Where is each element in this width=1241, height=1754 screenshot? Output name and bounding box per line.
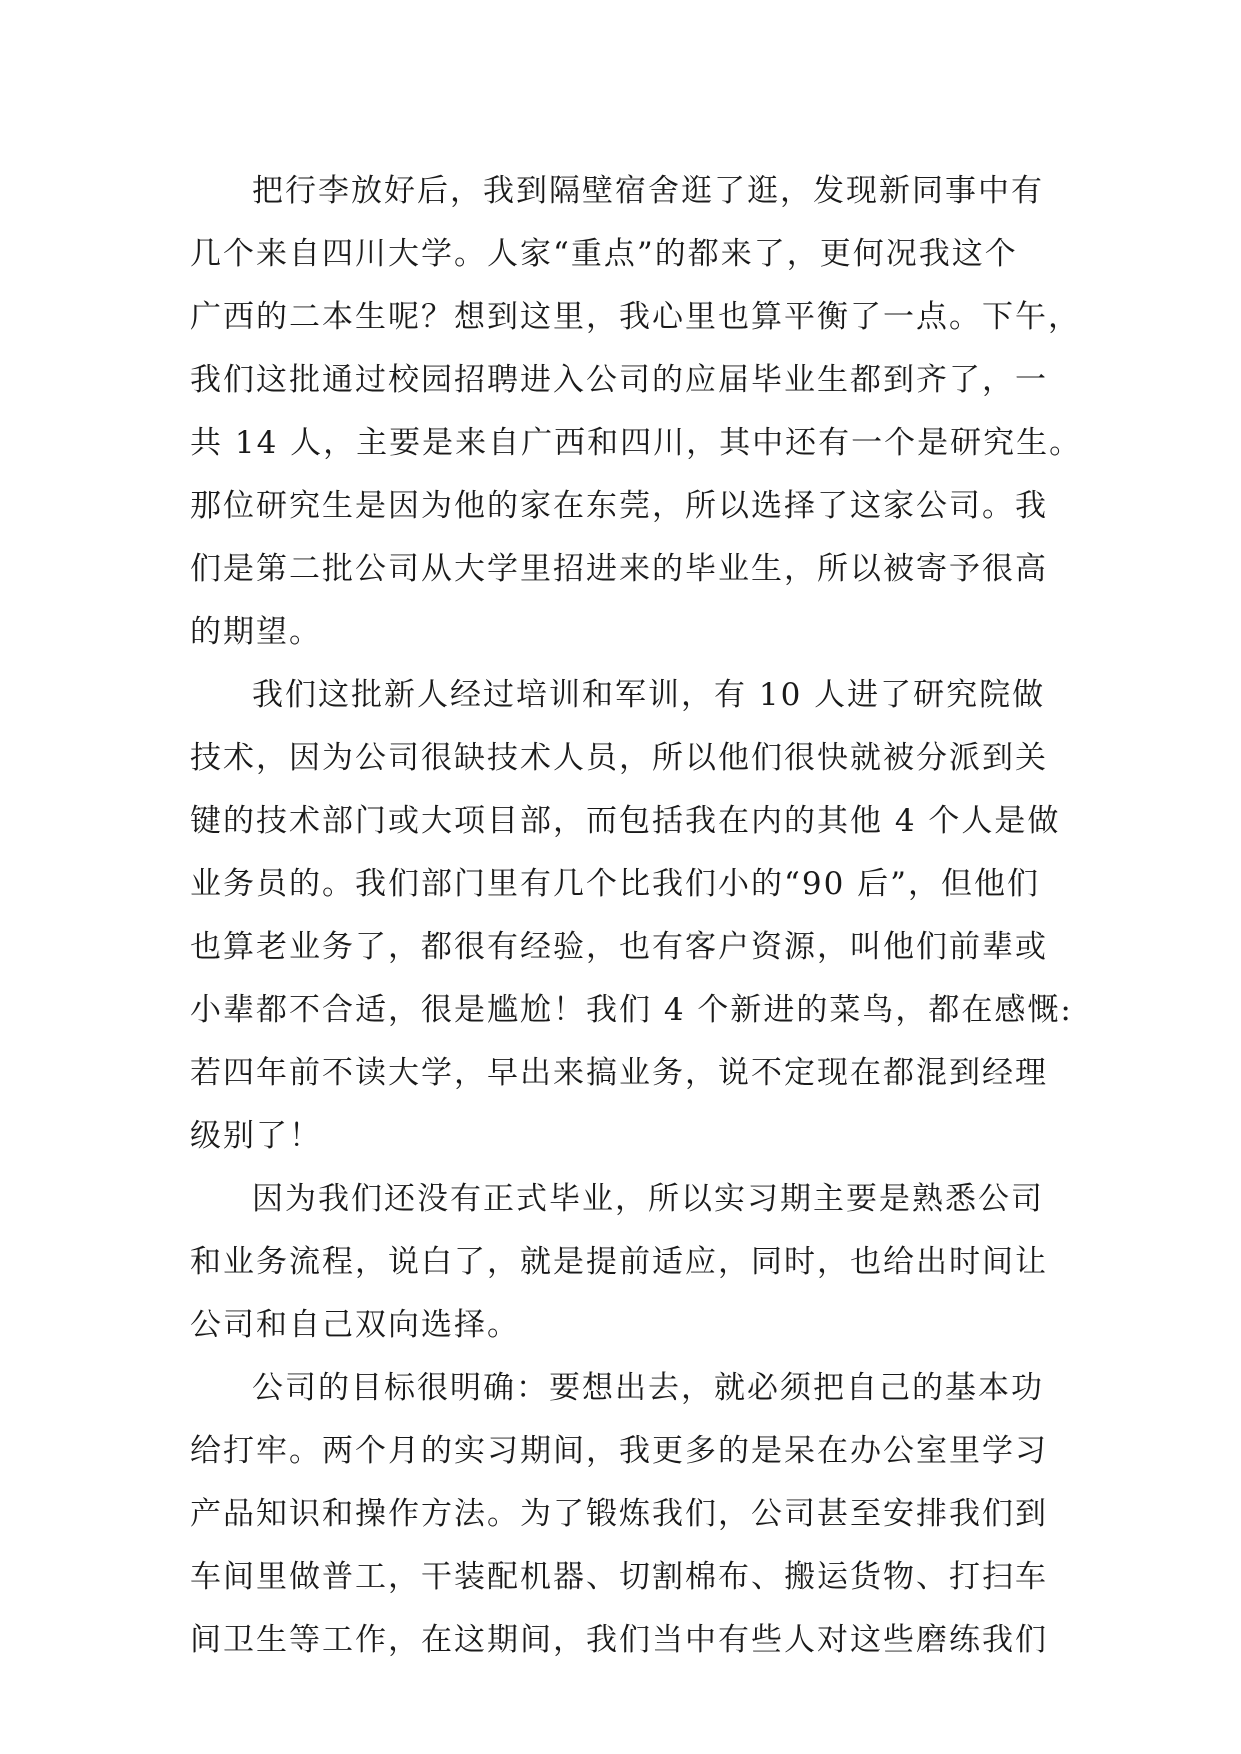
text-line: 键的技术部门或大项目部，而包括我在内的其他 4 个人是做 (190, 803, 1061, 839)
text-line: 公司的目标很明确：要想出去，就必须把自己的基本功 (252, 1370, 1044, 1406)
text-line: 产品知识和操作方法。为了锻炼我们，公司甚至安排我们到 (190, 1496, 1048, 1532)
text-line: 我们这批新人经过培训和军训，有 10 人进了研究院做 (252, 677, 1046, 713)
text-line: 因为我们还没有正式毕业，所以实习期主要是熟悉公司 (252, 1181, 1044, 1217)
text-line: 公司和自己双向选择。 (190, 1307, 520, 1343)
text-line: 技术，因为公司很缺技术人员，所以他们很快就被分派到关 (190, 740, 1048, 776)
text-line: 我们这批通过校园招聘进入公司的应届毕业生都到齐了，一 (190, 362, 1048, 398)
text-line: 若四年前不读大学，早出来搞业务，说不定现在都混到经理 (190, 1055, 1048, 1091)
text-line: 也算老业务了，都很有经验，也有客户资源，叫他们前辈或 (190, 929, 1048, 965)
text-line: 业务员的。我们部门里有几个比我们小的“90 后”，但他们 (190, 866, 1040, 902)
text-line: 把行李放好后，我到隔壁宿舍逛了逛，发现新同事中有 (252, 173, 1044, 209)
text-line: 们是第二批公司从大学里招进来的毕业生，所以被寄予很高 (190, 551, 1048, 587)
text-line: 和业务流程，说白了，就是提前适应，同时，也给出时间让 (190, 1244, 1048, 1280)
text-line: 小辈都不合适，很是尴尬！我们 4 个新进的菜鸟，都在感慨: (190, 992, 1073, 1028)
paragraph-2 (190, 664, 1073, 1168)
text-line: 几个来自四川大学。人家“重点”的都来了，更何况我这个 (190, 236, 1018, 272)
text-line: 车间里做普工，干装配机器、切割棉布、搬运货物、打扫车 (190, 1559, 1048, 1595)
text-line: 的期望。 (190, 614, 322, 650)
paragraph-3 (190, 1168, 1050, 1357)
text-line: 级别了！ (190, 1118, 322, 1154)
text-line: 给打牢。两个月的实习期间，我更多的是呆在办公室里学习 (190, 1433, 1048, 1469)
document-body (190, 160, 1083, 1672)
text-line: 共 14 人，主要是来自广西和四川，其中还有一个是研究生。 (190, 425, 1083, 461)
text-line: 间卫生等工作，在这期间，我们当中有些人对这些磨练我们 (190, 1622, 1048, 1658)
text-line: 那位研究生是因为他的家在东莞，所以选择了这家公司。我 (190, 488, 1048, 524)
paragraph-1 (190, 160, 1083, 664)
paragraph-4 (190, 1357, 1050, 1672)
text-line: 广西的二本生呢？想到这里，我心里也算平衡了一点。下午， (190, 299, 1081, 335)
